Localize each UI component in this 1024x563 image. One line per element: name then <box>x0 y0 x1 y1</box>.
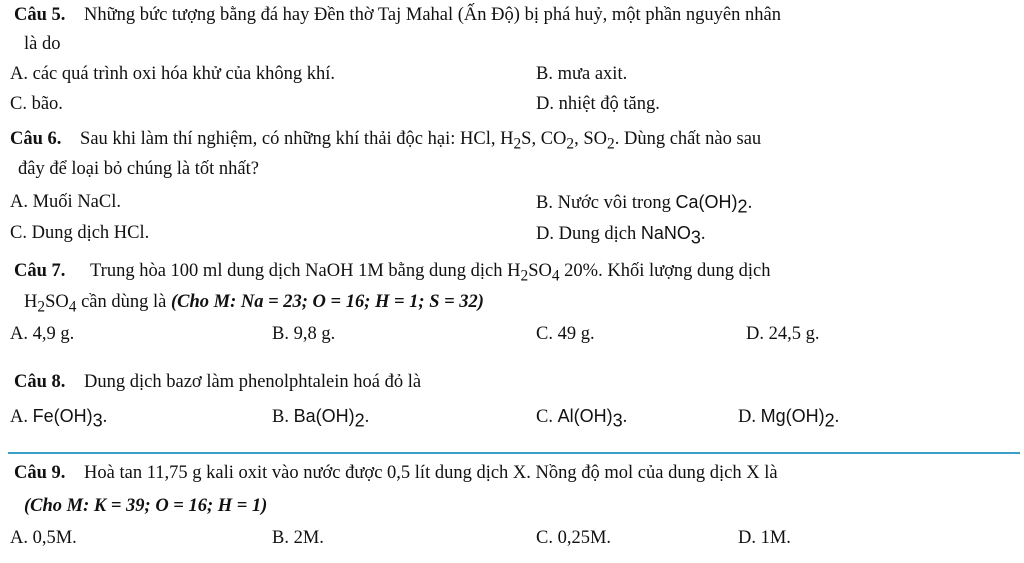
question-5-option-c: C. bão. <box>10 94 63 114</box>
question-5-line1 <box>14 4 781 26</box>
subscript: 2 <box>566 135 575 153</box>
formula: Al(OH) <box>557 406 613 426</box>
question-8-text: Dung dịch bazơ làm phenolphtalein hoá đỏ là <box>84 372 422 392</box>
question-7-label: Câu 7. <box>14 261 66 281</box>
question-7-text-c: cần dùng là <box>76 292 171 312</box>
question-7-line1 <box>14 260 771 288</box>
question-7-text-b: 20%. Khối lượng dung dịch <box>559 261 771 281</box>
formula-part: SO <box>45 292 69 312</box>
question-6-option-b <box>536 191 752 218</box>
question-7-line2 <box>24 291 484 319</box>
option-prefix: A. <box>10 407 33 427</box>
subscript: 2 <box>520 267 529 285</box>
question-6-text-b: S, CO <box>521 129 567 149</box>
subscript: 4 <box>551 267 560 285</box>
period: . <box>700 224 706 244</box>
option-prefix: B. Nước vôi trong <box>536 193 676 213</box>
question-9-hint-text: (Cho M: K = 39; O = 16; H = 1) <box>24 496 268 516</box>
option-prefix: D. Dung dịch <box>536 224 641 244</box>
question-9-option-d: D. 1M. <box>738 528 791 548</box>
question-9-option-c: C. 0,25M. <box>536 528 612 548</box>
question-5-line2: là do <box>24 34 61 54</box>
question-6-text-c: , SO <box>574 129 608 149</box>
question-8-option-c <box>536 405 627 432</box>
question-5-option-d: D. nhiệt độ tăng. <box>536 94 660 114</box>
question-8-option-a <box>10 405 107 432</box>
formula: Ca(OH) <box>675 192 738 212</box>
question-6-text-d: . Dùng chất nào sau <box>614 129 762 149</box>
question-9-option-b: B. 2M. <box>272 528 324 548</box>
option-prefix: D. <box>738 407 761 427</box>
section-divider <box>8 452 1020 454</box>
question-9-hint <box>24 495 267 517</box>
period: . <box>622 407 628 427</box>
question-8-option-d <box>738 405 839 432</box>
question-6-option-c: C. Dung dịch HCl. <box>10 223 150 243</box>
question-8-option-b <box>272 405 369 432</box>
question-6-option-a: A. Muối NaCl. <box>10 192 121 212</box>
question-9-text: Hoà tan 11,75 g kali oxit vào nước được 0,5 lít dung dịch X. Nồng độ mol của dung dịch X là <box>84 463 778 483</box>
question-6-option-d <box>536 222 705 249</box>
subscript: 2 <box>824 410 835 431</box>
formula: NaNO <box>640 223 691 243</box>
period: . <box>364 407 370 427</box>
subscript: 3 <box>612 410 623 431</box>
period: . <box>834 407 840 427</box>
subscript: 2 <box>607 135 615 153</box>
subscript: 2 <box>513 135 522 153</box>
subscript: 3 <box>690 227 701 248</box>
question-8-line1 <box>14 371 421 393</box>
question-5-option-a: A. các quá trình oxi hóa khử của không khí. <box>10 64 335 84</box>
question-7-hint: (Cho M: Na = 23; O = 16; H = 1; S = 32) <box>170 292 484 312</box>
question-5-option-b: B. mưa axit. <box>536 64 628 84</box>
question-7-option-c: C. 49 g. <box>536 324 595 344</box>
question-7-option-a: A. 4,9 g. <box>10 324 75 344</box>
question-7-text-a: Trung hòa 100 ml dung dịch NaOH 1M bằng dung dịch H <box>90 261 521 281</box>
question-9-line1 <box>14 462 778 484</box>
subscript: 4 <box>68 298 77 316</box>
option-prefix: C. <box>536 407 558 427</box>
formula-part: SO <box>528 261 552 281</box>
question-7-option-d: D. 24,5 g. <box>746 324 820 344</box>
question-7-option-b: B. 9,8 g. <box>272 324 336 344</box>
question-9-label: Câu 9. <box>14 463 66 483</box>
formula-part: H <box>24 292 38 312</box>
period: . <box>102 407 108 427</box>
period: . <box>747 193 753 213</box>
subscript: 2 <box>737 196 748 217</box>
question-5-label: Câu 5. <box>14 5 66 25</box>
question-5-text: Những bức tượng bằng đá hay Đền thờ Taj Mahal (Ấn Độ) bị phá huỷ, một phần nguyên nhân <box>84 5 781 25</box>
subscript: 3 <box>92 410 103 431</box>
question-8-label: Câu 8. <box>14 372 66 392</box>
subscript: 2 <box>37 298 46 316</box>
formula: Mg(OH) <box>760 406 825 426</box>
question-9-option-a: A. 0,5M. <box>10 528 77 548</box>
question-6-label: Câu 6. <box>10 129 62 149</box>
subscript: 2 <box>354 410 365 431</box>
option-prefix: B. <box>272 407 294 427</box>
formula: Ba(OH) <box>293 406 355 426</box>
question-6-line1 <box>10 128 761 156</box>
question-6-line2: đây để loại bỏ chúng là tốt nhất? <box>18 159 259 179</box>
formula: Fe(OH) <box>32 406 93 426</box>
question-6-text-a: Sau khi làm thí nghiệm, có những khí thải độc hại: HCl, H <box>80 129 514 149</box>
